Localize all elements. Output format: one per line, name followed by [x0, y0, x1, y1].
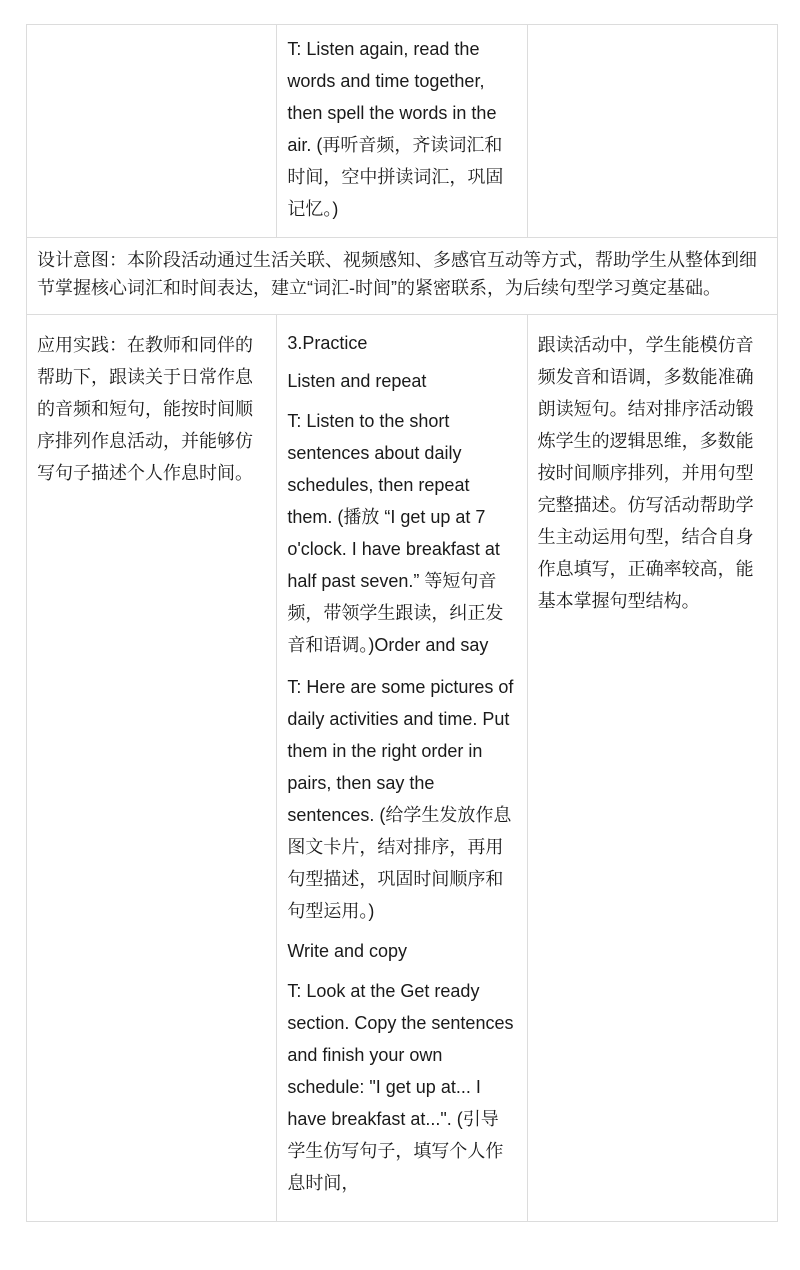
objective-text: 应用实践：在教师和同伴的帮助下，跟读关于日常作息的音频和短句，能按时间顺序排列作息活动，并能够仿写句子描述个人作息时间。 — [37, 335, 253, 483]
assessment-cell — [527, 25, 777, 238]
table-row — [27, 315, 778, 1222]
table-row — [27, 238, 778, 315]
activity-text: T: Listen to the short sentences about daily schedules, then repeat them. (播放 “I get up at 7 o'clock. I have breakfast at half past seven.” 等短句音频，带领学生跟读，纠正发音和语调。)Order and say — [287, 411, 504, 655]
assessment-text: 跟读活动中，学生能模仿音频发音和语调，多数能准确朗读短句。结对排序活动锻炼学生的逻辑思维，多数能按时间顺序排列，并用句型完整描述。仿写活动帮助学生主动运用句型，结合自身作息填写，正确率较高，能基本掌握句型结构。 — [537, 335, 754, 611]
lesson-plan-table — [26, 24, 778, 1222]
activity-subheading: Write and copy — [287, 941, 408, 961]
objective-cell — [27, 315, 277, 1222]
activity-subheading: Listen and repeat — [287, 371, 427, 391]
activity-cell — [277, 315, 527, 1222]
activity-text: T: Here are some pictures of daily activities and time. Put them in the right order in pairs, then say the sentences. (给学生发放作息图文卡片，结对排序，再用句型描述，巩固时间顺序和句型运用。) — [287, 677, 514, 921]
activity-text: T: Listen again, read the words and time together, then spell the words in the air. (再听音频，齐读词汇和时间，空中拼读词汇，巩固记忆。) — [287, 39, 504, 219]
assessment-cell — [527, 315, 777, 1222]
activity-text: T: Look at the Get ready section. Copy the sentences and finish your own schedule: "I get up at... I have breakfast at...". (引导学生仿写句子，填写个人作息时间， — [287, 981, 514, 1193]
table-row — [27, 25, 778, 238]
design-intent-cell — [27, 238, 778, 315]
design-intent-text: 设计意图：本阶段活动通过生活关联、视频感知、多感官互动等方式，帮助学生从整体到细节掌握核心词汇和时间表达，建立“词汇-时间”的紧密联系，为后续句型学习奠定基础。 — [37, 250, 757, 298]
activity-heading: 3.Practice — [287, 333, 368, 353]
objective-cell — [27, 25, 277, 238]
activity-cell — [277, 25, 527, 238]
